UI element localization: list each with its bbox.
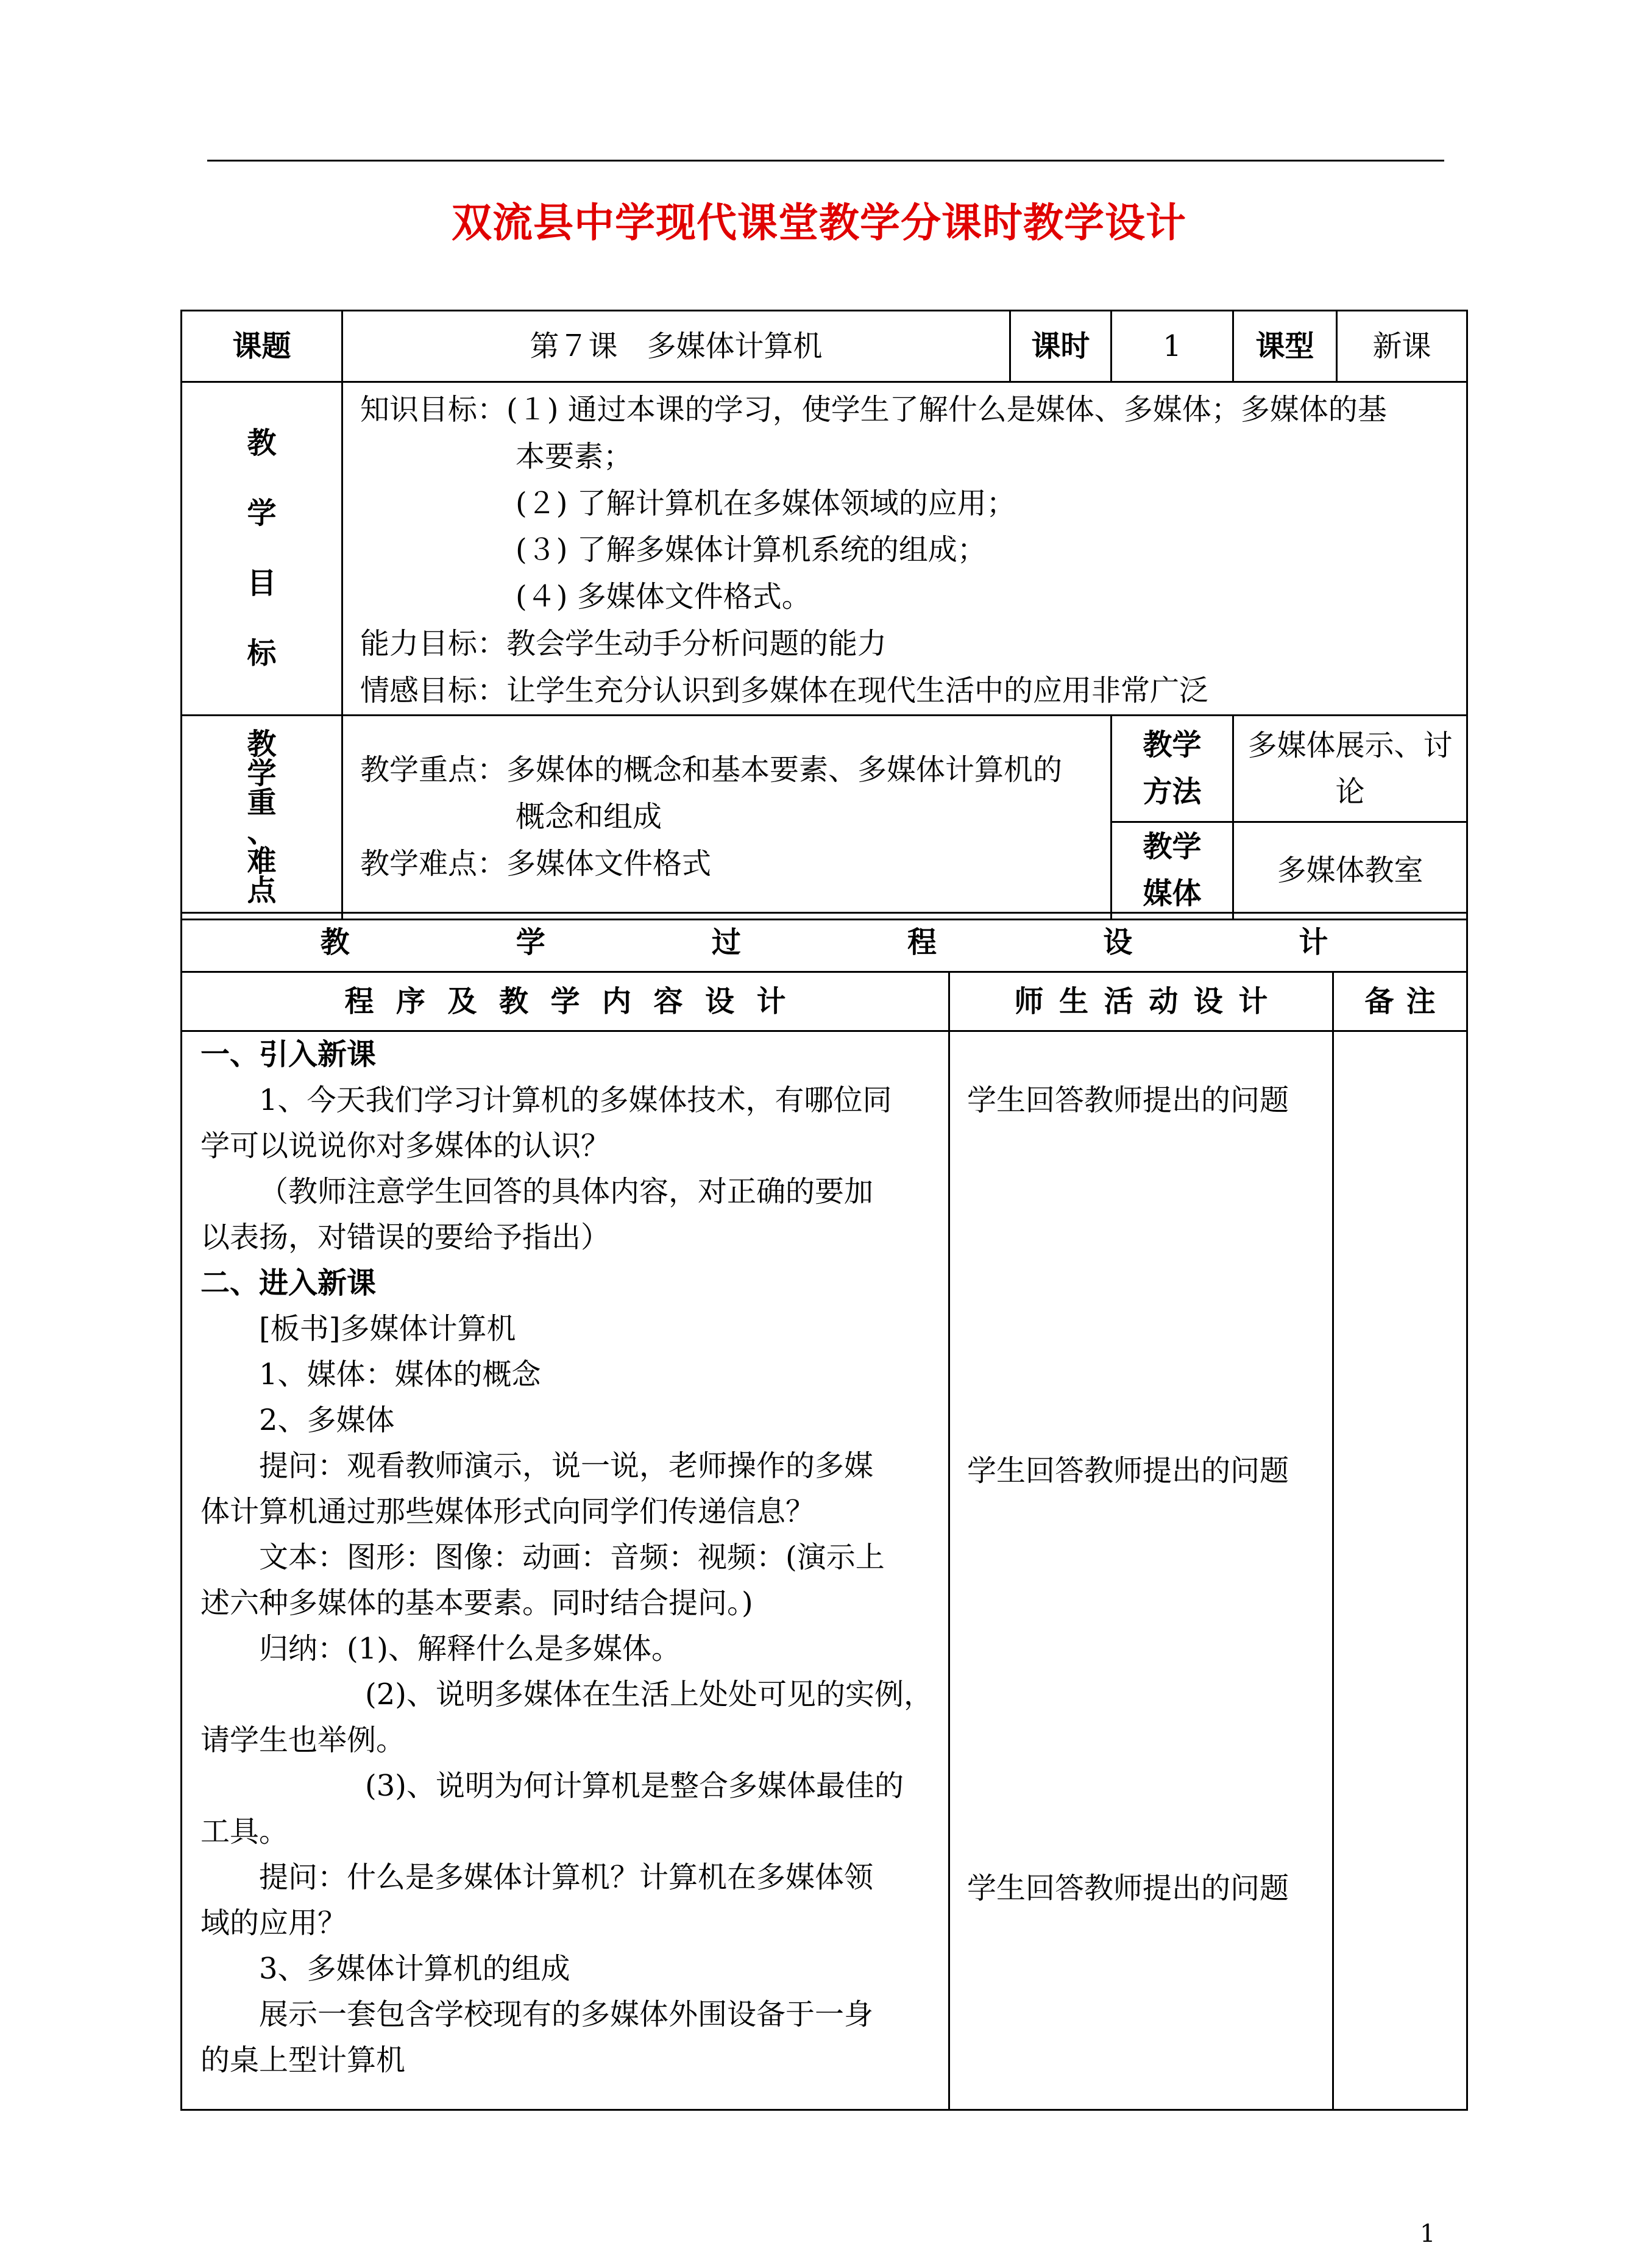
objectives-label-char: 目 <box>247 566 277 600</box>
process-heading-char: 学 <box>516 925 545 959</box>
media-label: 教学 媒体 <box>1112 822 1233 919</box>
key-points-label-char: 学 <box>247 756 277 791</box>
objectives-label-char: 教 <box>247 426 277 461</box>
key-points-label <box>182 715 342 919</box>
method-label: 教学 方法 <box>1112 715 1233 822</box>
content-line: 学可以说说你对多媒体的认识？ <box>200 1129 611 1163</box>
process-content-cell <box>182 1031 949 2110</box>
content-line: 以表扬，对错误的要给予指出） <box>200 1220 611 1254</box>
process-activities-cell <box>949 1031 1333 2110</box>
content-line: 提问：观看教师演示，说一说，老师操作的多媒 <box>259 1449 874 1483</box>
top-rule <box>207 160 1444 162</box>
type-value: 新课 <box>1337 311 1467 382</box>
objective-line: 知识目标：(１) 通过本课的学习，使学生了解什么是媒体、多媒体；多媒体的基 <box>360 393 1387 427</box>
media-value: 多媒体教室 <box>1233 822 1467 919</box>
process-notes-cell <box>1333 1031 1467 2110</box>
type-label: 课型 <box>1233 311 1337 382</box>
content-line: 1、今天我们学习计算机的多媒体技术，有哪位同 <box>259 1083 892 1117</box>
objective-line: (３) 了解多媒体计算机系统的组成； <box>516 533 987 567</box>
col-header-notes: 备 注 <box>1333 972 1467 1031</box>
teaching-process-table <box>180 912 1468 2111</box>
process-heading-char: 教 <box>320 925 350 959</box>
content-line: (2)、说明多媒体在生活上处处可见的实例， <box>365 1677 933 1712</box>
objectives-label-char: 标 <box>247 636 277 670</box>
content-line: [板书]多媒体计算机 <box>259 1312 516 1346</box>
lesson-info-table <box>180 310 1468 920</box>
key-points-label-char: 重 <box>247 785 277 820</box>
activity-text: 学生回答教师提出的问题 <box>967 1454 1289 1488</box>
content-line: (3)、说明为何计算机是整合多媒体最佳的 <box>365 1769 904 1803</box>
process-heading-char: 程 <box>907 925 937 959</box>
document-title: 双流县中学现代课堂教学分课时教学设计 <box>452 199 1186 246</box>
objective-line: 情感目标：让学生充分认识到多媒体在现代生活中的应用非常广泛 <box>360 673 1209 708</box>
content-line: 体计算机通过那些媒体形式向同学们传递信息？ <box>200 1495 815 1529</box>
objectives-label <box>182 382 342 716</box>
key-points-label-char: 教 <box>247 727 277 761</box>
page-number: 1 <box>1420 2220 1436 2248</box>
content-line: （教师注意学生回答的具体内容，对正确的要加 <box>259 1175 874 1209</box>
process-heading-char: 计 <box>1299 925 1328 959</box>
content-line: 工具。 <box>200 1815 289 1849</box>
content-line: 2、多媒体 <box>259 1403 395 1437</box>
activity-text: 学生回答教师提出的问题 <box>967 1083 1289 1117</box>
period-value: 1 <box>1112 311 1233 382</box>
col-header-activities: 师 生 活 动 设 计 <box>949 972 1333 1031</box>
objectives-label-char: 学 <box>247 496 277 530</box>
key-points-label-char: 点 <box>247 873 277 908</box>
topic-value: 第７课 多媒体计算机 <box>342 311 1010 382</box>
process-heading-char: 过 <box>711 925 741 959</box>
content-line: 的桌上型计算机 <box>200 2043 406 2077</box>
content-line: 展示一套包含学校现有的多媒体外围设备于一身 <box>259 1997 874 2032</box>
period-label: 课时 <box>1010 311 1112 382</box>
content-line: 归纳：(1)、解释什么是多媒体。 <box>259 1632 681 1666</box>
col-header-content: 程 序 及 教 学 内 容 设 计 <box>182 972 949 1031</box>
key-points-label-char: 难 <box>247 844 277 878</box>
content-line: 3、多媒体计算机的组成 <box>259 1952 570 1986</box>
key-points-label-char: 、 <box>247 814 277 849</box>
process-heading <box>182 913 1467 972</box>
objective-line: (２) 了解计算机在多媒体领域的应用； <box>516 486 1016 521</box>
content-line: 二、进入新课 <box>200 1266 377 1300</box>
key-point-line: 教学难点：多媒体文件格式 <box>360 846 712 881</box>
key-point-line: 概念和组成 <box>516 800 662 834</box>
content-line: 1、媒体：媒体的概念 <box>259 1357 541 1392</box>
content-line: 请学生也举例。 <box>200 1723 406 1757</box>
objective-line: (４) 多媒体文件格式。 <box>516 580 811 614</box>
process-heading-char: 设 <box>1103 925 1133 959</box>
content-line: 提问：什么是多媒体计算机？计算机在多媒体领 <box>259 1860 874 1894</box>
objective-line: 本要素； <box>516 439 633 474</box>
content-line: 文本：图形：图像：动画：音频：视频：(演示上 <box>259 1540 885 1574</box>
objective-line: 能力目标：教会学生动手分析问题的能力 <box>360 626 887 661</box>
topic-label: 课题 <box>182 311 342 382</box>
content-line: 域的应用？ <box>200 1906 347 1940</box>
key-point-line: 教学重点：多媒体的概念和基本要素、多媒体计算机的 <box>360 753 1063 787</box>
content-line: 一、引入新课 <box>200 1037 377 1072</box>
key-points-content <box>342 715 1112 919</box>
activity-text: 学生回答教师提出的问题 <box>967 1871 1289 1905</box>
content-line: 述六种多媒体的基本要素。同时结合提问。) <box>200 1586 753 1620</box>
method-value: 多媒体展示、讨 论 <box>1233 715 1467 822</box>
objectives-content <box>342 382 1467 716</box>
